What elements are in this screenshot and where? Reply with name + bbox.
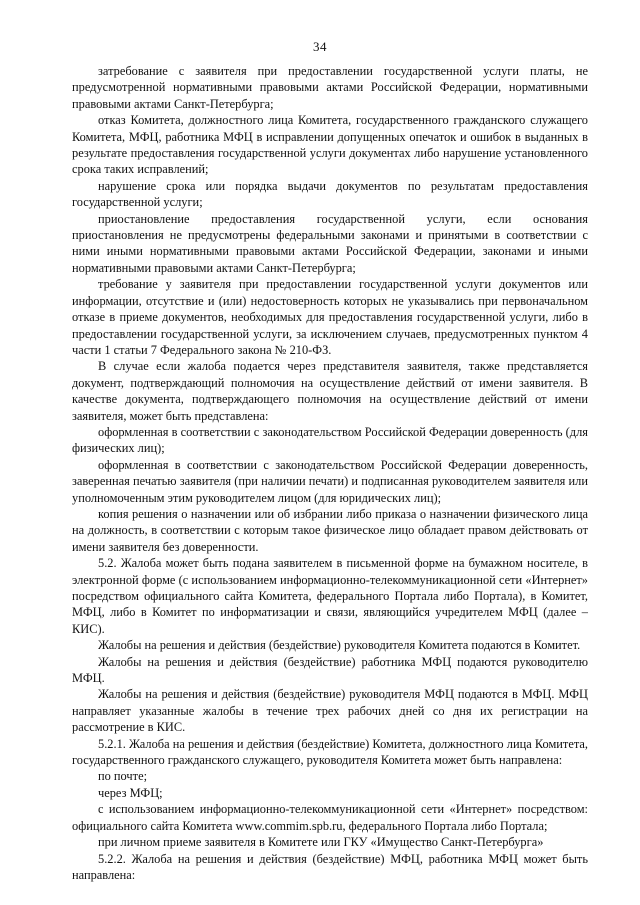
- paragraph: по почте;: [98, 769, 148, 784]
- paragraph: 5.2.2. Жалоба на решения и действия (бездействие) МФЦ, работника МФЦ может быть направлена:: [72, 851, 588, 882]
- paragraph: приостановление предоставления государственной услуги, если основания приостановления не предусмотрены федеральными законами и принятыми в соответствии с ними иными нормативными правовыми актами Российской Федерации, законами и иными нормативными правовыми актами Санкт-Петербурга;: [72, 211, 588, 275]
- paragraph: копия решения о назначении или об избрании либо приказа о назначении физического лица на должность, в соответствии с которым такое физическое лицо обладает правом действовать от имени заявителя без доверенности.: [72, 506, 588, 554]
- paragraph: требование у заявителя при предоставлении государственной услуги документов или информации, отсутствие и (или) недостоверность которых не указывались при первоначальном отказе в приеме документов, необходимых для предоставления государственной услуги, либо в предоставлении государственной услуги, за исключением случаев, предусмотренных пунктом 4 части 1 статьи 7 Федерального закона № 210-ФЗ.: [72, 277, 588, 357]
- paragraph: нарушение срока или порядка выдачи документов по результатам предоставления государственной услуги;: [72, 178, 588, 210]
- paragraph: В случае если жалоба подается через представителя заявителя, также представляется документ, подтверждающий полномочия на осуществление действий от имени заявителя. В качестве документа, подтверждающего полномочия на осуществление действий от имени заявителя, может быть представлена:: [72, 359, 588, 423]
- paragraph: затребование с заявителя при предоставлении государственной услуги платы, не предусмотренной нормативными правовыми актами Российской Федерации, нормативными правовыми актами Санкт-Петербурга;: [72, 64, 588, 111]
- paragraph: оформленная в соответствии с законодательством Российской Федерации доверенность (для физических лиц);: [72, 424, 588, 456]
- paragraph: с использованием информационно-телекоммуникационной сети «Интернет» посредством: официального сайта Комитета www.commim.spb.ru, федерального Портала либо Портала;: [72, 802, 588, 833]
- paragraph: оформленная в соответствии с законодательством Российской Федерации доверенность, заверенная печатью заявителя (при наличии печати) и подписанная руководителем заявителя или уполномоченным этим руководителем лицом (для юридических лиц);: [72, 457, 588, 505]
- paragraph: отказ Комитета, должностного лица Комитета, государственного гражданского служащего Комитета, МФЦ, работника МФЦ в исправлении допущенных опечаток и ошибок в выданных в результате предоставления государственной услуги документах либо нарушение установленного срока таких исправлений;: [72, 113, 588, 177]
- paragraph: Жалобы на решения и действия (бездействие) руководителя Комитета подаются в Комитет.: [98, 638, 581, 653]
- document-body: [72, 63, 588, 883]
- paragraph: 5.2. Жалоба может быть подана заявителем в письменной форме на бумажном носителе, в электронной форме (с использованием информационно-телекоммуникационной сети «Интернет» посредством официального сайта Комитета, федерального Портала либо Портала), в Комитет, МФЦ, либо в Комитет по информатизации и связи, являющийся учредителем МФЦ (далее – КИС).: [72, 556, 588, 636]
- paragraph: Жалобы на решения и действия (бездействие) работника МФЦ подаются руководителю МФЦ.: [72, 654, 588, 686]
- page-number: 34: [313, 39, 327, 54]
- paragraph: через МФЦ;: [98, 785, 163, 800]
- paragraph: Жалобы на решения и действия (бездействие) руководителя МФЦ подаются в МФЦ. МФЦ направляет указанные жалобы в течение трех рабочих дней со дня их регистрации на рассмотрение в КИС.: [72, 687, 588, 735]
- paragraph: при личном приеме заявителя в Комитете или ГКУ «Имущество Санкт-Петербурга»: [98, 835, 544, 850]
- paragraph: 5.2.1. Жалоба на решения и действия (бездействие) Комитета, должностного лица Комитета, государственного гражданского служащего, руководителя Комитета может быть направлена:: [72, 736, 588, 768]
